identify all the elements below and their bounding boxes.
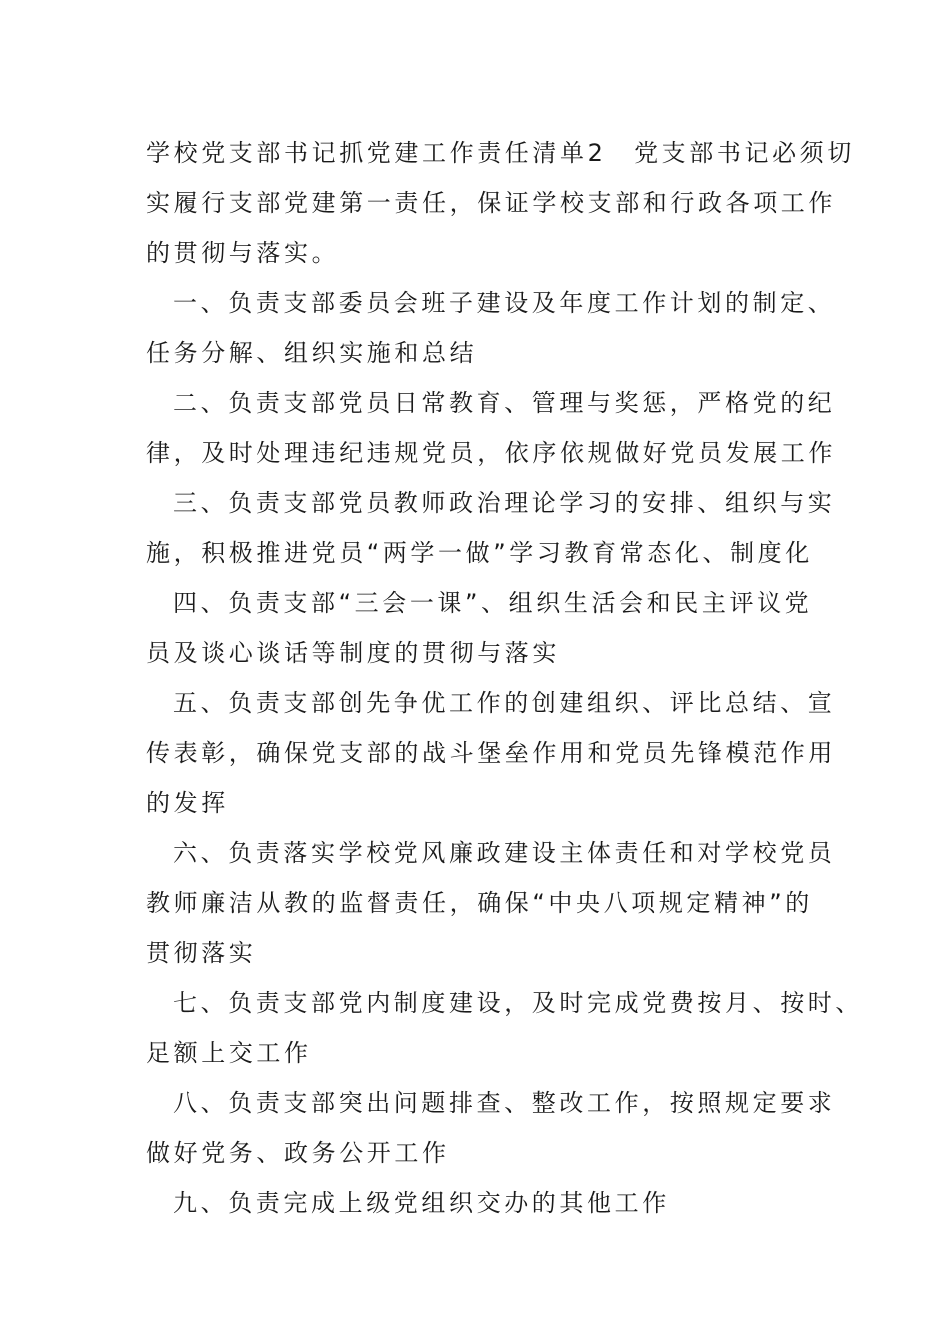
item-5-line: 的发挥	[146, 789, 229, 817]
item-8-line: 八、负责支部突出问题排查、整改工作，按照规定要求	[173, 1089, 836, 1117]
item-6-line: 贯彻落实	[146, 939, 257, 967]
item-1-line: 一、负责支部委员会班子建设及年度工作计划的制定、	[173, 289, 836, 317]
item-4-line: 四、负责支部“三会一课”、组织生活会和民主评议党	[173, 589, 813, 617]
item-6-line: 教师廉洁从教的监督责任，确保“中央八项规定精神”的	[146, 889, 813, 917]
document-title-line: 学校党支部书记抓党建工作责任清单2 党支部书记必须切	[146, 139, 855, 167]
item-3-line: 施，积极推进党员“两学一做”学习教育常态化、制度化	[146, 539, 813, 567]
item-2-line: 二、负责支部党员日常教育、管理与奖惩，严格党的纪	[173, 389, 836, 417]
item-8-line: 做好党务、政务公开工作	[146, 1139, 450, 1167]
intro-line: 的贯彻与落实。	[146, 239, 340, 267]
item-1-line: 任务分解、组织实施和总结	[146, 339, 478, 367]
document-page	[146, 128, 863, 1228]
item-5-line: 五、负责支部创先争优工作的创建组织、评比总结、宣	[173, 689, 836, 717]
item-3-line: 三、负责支部党员教师政治理论学习的安排、组织与实	[173, 489, 836, 517]
item-5-line: 传表彰，确保党支部的战斗堡垒作用和党员先锋模范作用	[146, 739, 836, 767]
item-9-line: 九、负责完成上级党组织交办的其他工作	[173, 1189, 670, 1217]
item-2-line: 律，及时处理违纪违规党员，依序依规做好党员发展工作	[146, 439, 836, 467]
item-7-line: 七、负责支部党内制度建设，及时完成党费按月、按时、	[173, 989, 863, 1017]
item-7-line: 足额上交工作	[146, 1039, 312, 1067]
intro-line: 实履行支部党建第一责任，保证学校支部和行政各项工作	[146, 189, 836, 217]
item-6-line: 六、负责落实学校党风廉政建设主体责任和对学校党员	[173, 839, 836, 867]
item-4-line: 员及谈心谈话等制度的贯彻与落实	[146, 639, 560, 667]
